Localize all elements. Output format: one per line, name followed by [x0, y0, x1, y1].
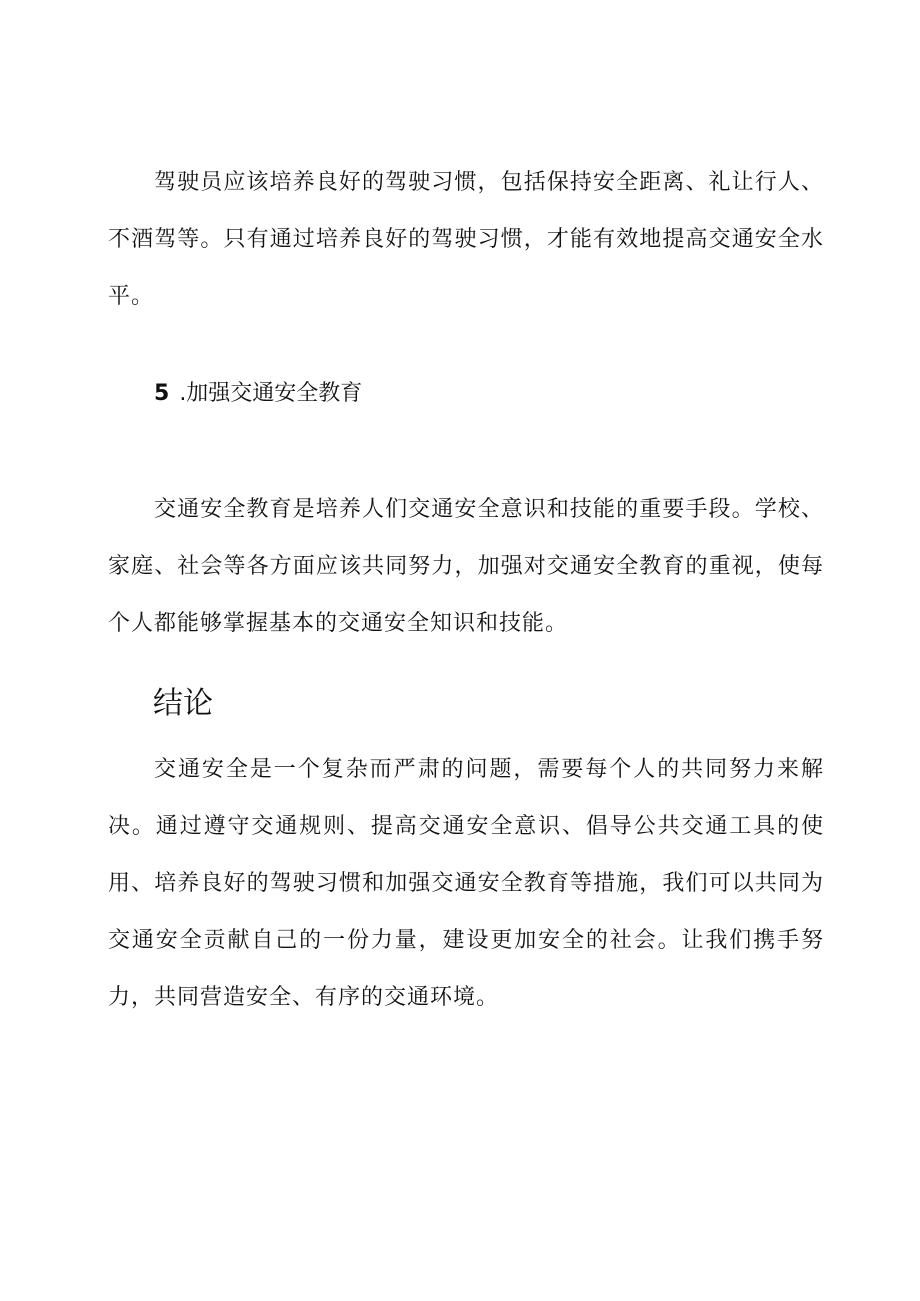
section-heading-education — [154, 376, 362, 412]
paragraph-conclusion: 交通安全是一个复杂而严肃的问题，需要每个人的共同努力来解决。通过遵守交通规则、提高交通安全意识、倡导公共交通工具的使用、培养良好的驾驶习惯和加强交通安全教育等措施，我们可以共同为交通安全贡献自己的一份力量，建设更加安全的社会。让我们携手努力，共同营造安全、有序的交通环境。 — [108, 757, 824, 1010]
conclusion-heading: 结论 — [153, 686, 213, 721]
paragraph-safety-education: 交通安全教育是培养人们交通安全意识和技能的重要手段。学校、家庭、社会等各方面应该共同努力，加强对交通安全教育的重视，使每个人都能够掌握基本的交通安全知识和技能。 — [108, 497, 824, 636]
paragraph-driving-habits: 驾驶员应该培养良好的驾驶习惯，包括保持安全距离、礼让行人、不酒驾等。只有通过培养良好的驾驶习惯，才能有效地提高交通安全水平。 — [108, 170, 824, 309]
section-title: .加强交通安全教育 — [179, 381, 363, 406]
section-number: 5 — [154, 381, 170, 406]
